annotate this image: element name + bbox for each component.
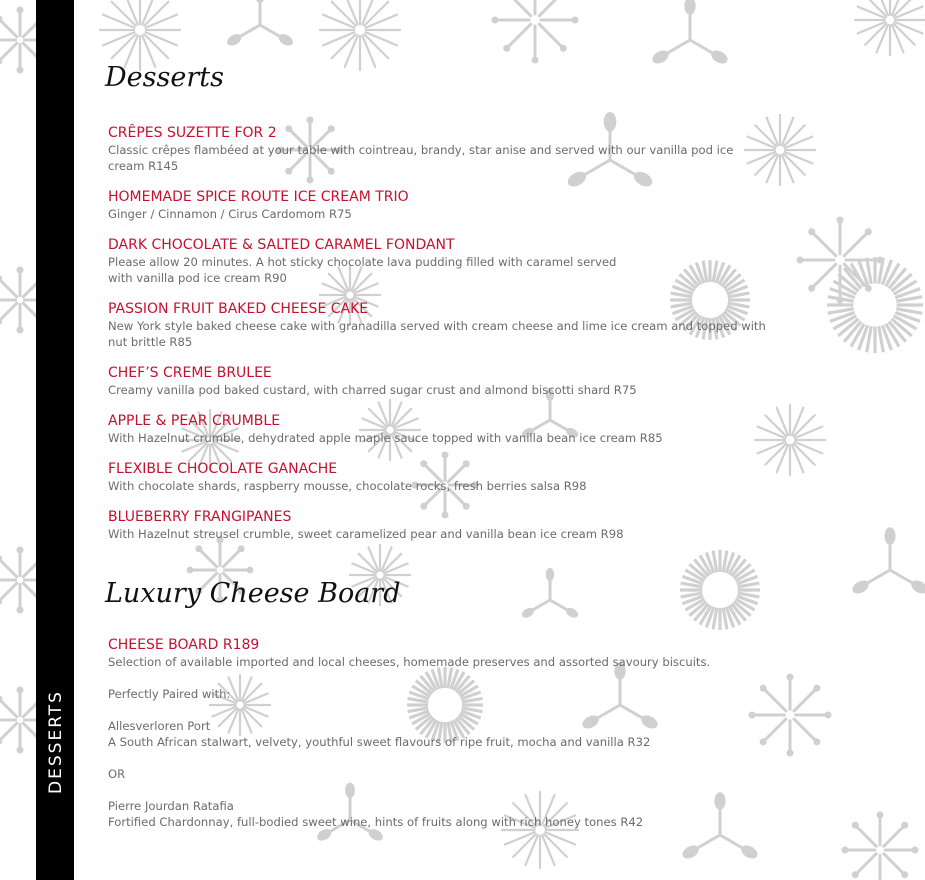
menu-item	[108, 237, 633, 286]
menu-item	[108, 413, 768, 446]
menu-item-desc: New York style baked cheese cake with granadilla served with cream cheese and lime ice cream and topped with nut brittle R85	[108, 319, 766, 349]
menu-item	[108, 509, 768, 542]
menu-item-desc: Selection of available imported and local cheeses, homemade preserves and assorted savoury biscuits.	[108, 655, 711, 669]
menu-item-name: CRÊPES SUZETTE FOR 2	[108, 125, 277, 141]
menu-item	[108, 189, 768, 222]
menu-item-desc: Classic crêpes flambéed at your table with cointreau, brandy, star anise and served with our vanilla pod ice cream R145	[108, 143, 734, 173]
pairing-name: Pierre Jourdan Ratafia	[108, 799, 234, 813]
pairing-name: Allesverloren Port	[108, 719, 211, 733]
menu-item-desc: With Hazelnut streusel crumble, sweet caramelized pear and vanilla bean ice cream R98	[108, 527, 624, 541]
menu-item-name: CHEF’S CREME BRULEE	[108, 365, 272, 381]
menu-item-desc: With chocolate shards, raspberry mousse, chocolate rocks, fresh berries salsa R98	[108, 479, 587, 493]
menu-item-name: CHEESE BOARD R189	[108, 637, 260, 653]
menu-item-desc: With Hazelnut crumble, dehydrated apple maple sauce topped with vanilla bean ice cream R85	[108, 431, 663, 445]
paired-label: Perfectly Paired with:	[108, 687, 231, 701]
sidebar-label: DESSERTS	[46, 690, 66, 794]
menu-item	[108, 125, 768, 174]
pairing-desc: Fortified Chardonnay, full-bodied sweet wine, hints of fruits along with rich honey tones R42	[108, 815, 644, 829]
menu-item-name: HOMEMADE SPICE ROUTE ICE CREAM TRIO	[108, 189, 409, 205]
menu-item-name: APPLE & PEAR CRUMBLE	[108, 413, 281, 429]
menu-item-desc: Creamy vanilla pod baked custard, with charred sugar crust and almond biscotti shard R75	[108, 383, 637, 397]
menu-item-name: PASSION FRUIT BAKED CHEESE CAKE	[108, 301, 369, 317]
menu-item-desc: Please allow 20 minutes. A hot sticky chocolate lava pudding filled with caramel served with vanilla pod ice cream R90	[108, 255, 617, 285]
desserts-title: Desserts	[105, 62, 224, 93]
cheese-board-title: Luxury Cheese Board	[105, 578, 401, 609]
menu-item	[108, 365, 768, 398]
menu-item-name: FLEXIBLE CHOCOLATE GANACHE	[108, 461, 338, 477]
or-label: OR	[108, 767, 126, 781]
pairing-desc: A South African stalwart, velvety, youthful sweet flavours of ripe fruit, mocha and vanilla R32	[108, 735, 651, 749]
menu-item	[108, 301, 768, 350]
menu-item	[108, 461, 768, 494]
menu-item-name: BLUEBERRY FRANGIPANES	[108, 509, 292, 525]
menu-item-desc: Ginger / Cinnamon / Cirus Cardomom R75	[108, 207, 352, 221]
menu-item	[108, 637, 788, 670]
menu-item-name: DARK CHOCOLATE & SALTED CARAMEL FONDANT	[108, 237, 455, 253]
